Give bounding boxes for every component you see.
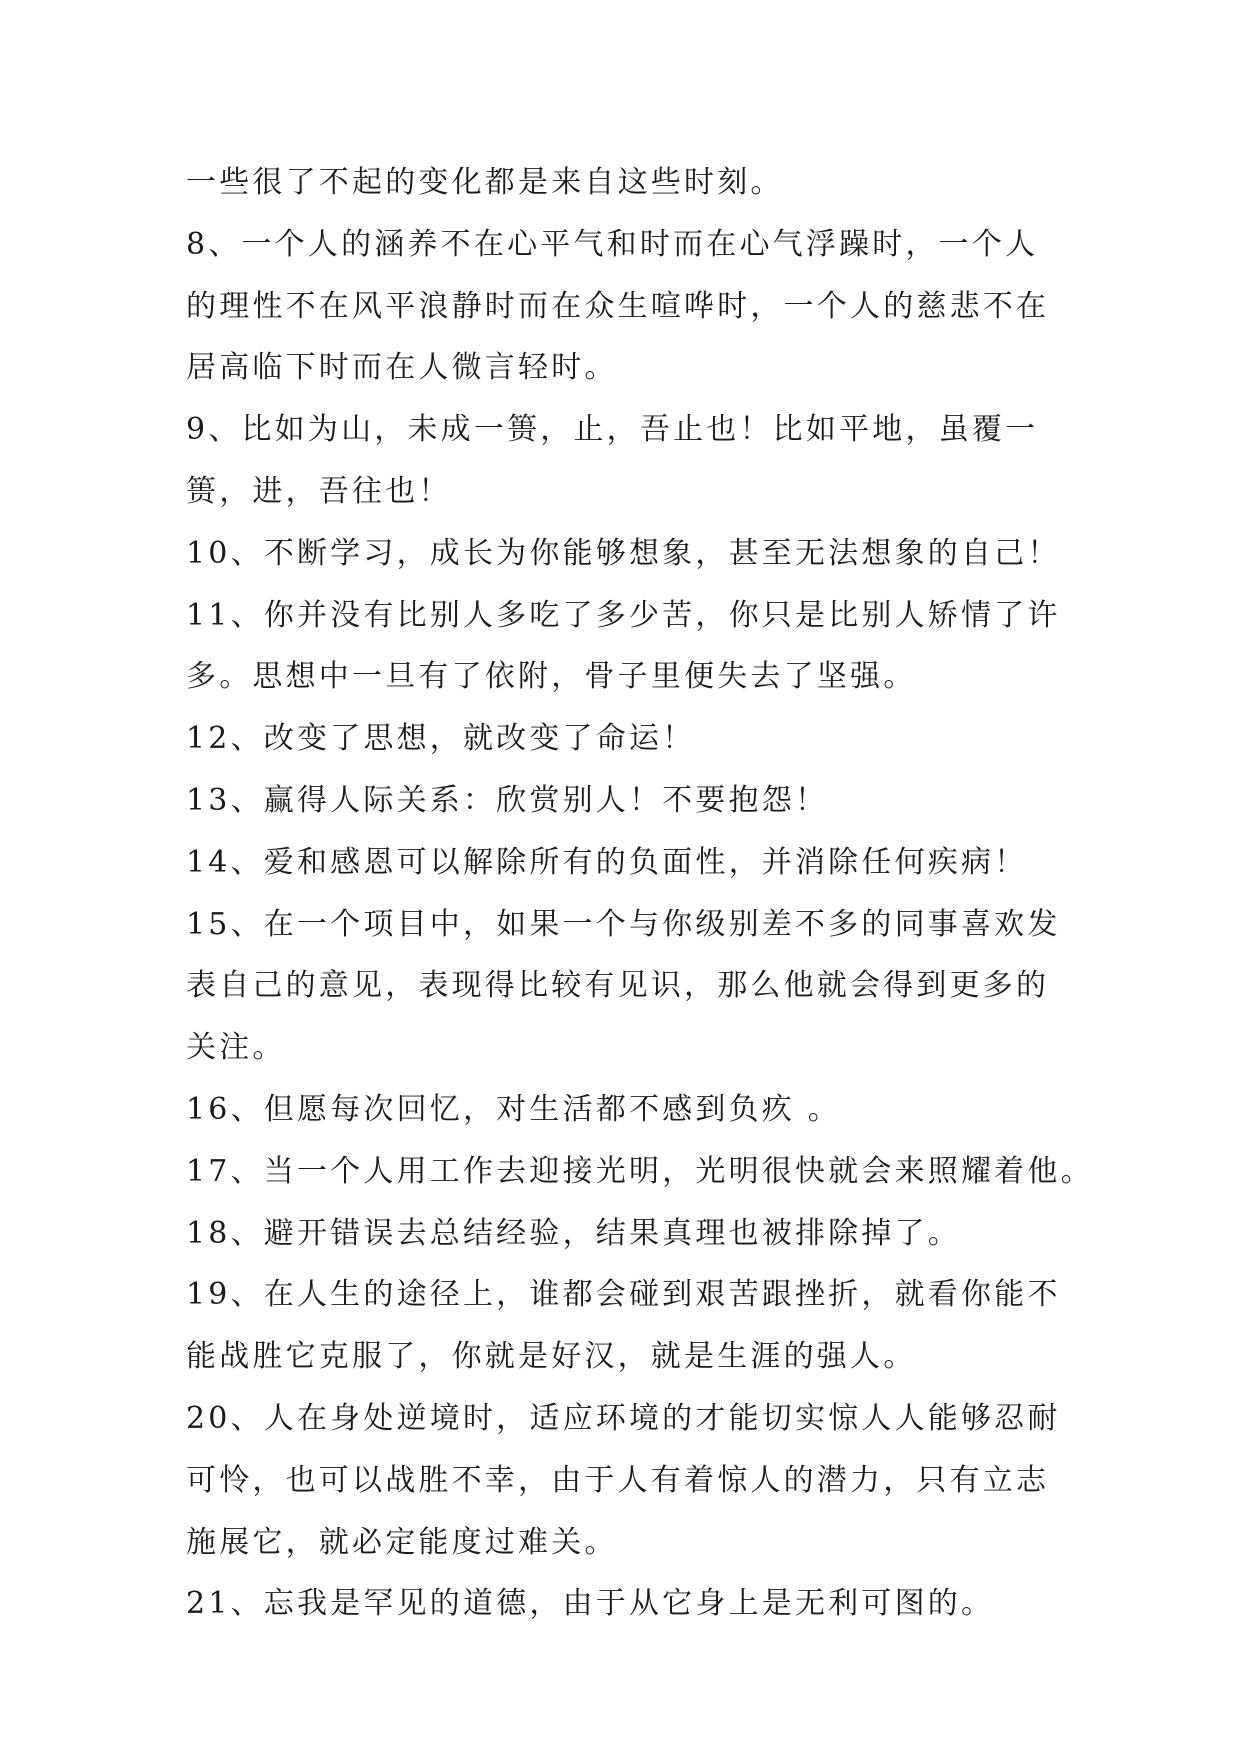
text-line: 15、在一个项目中，如果一个与你级别差不多的同事喜欢发 bbox=[186, 906, 1061, 942]
text-line: 9、比如为山，未成一篑，止，吾止也！比如平地，虽覆一 bbox=[186, 412, 1039, 448]
text-line: 14、爱和感恩可以解除所有的负面性，并消除任何疾病！ bbox=[186, 844, 1028, 880]
text-line: 18、避开错误去总结经验，结果真理也被排除掉了。 bbox=[186, 1215, 961, 1251]
text-line: 10、不断学习，成长为你能够想象，甚至无法想象的自己！ bbox=[186, 535, 1061, 571]
text-line: 居高临下时而在人微言轻时。 bbox=[186, 350, 618, 386]
text-line: 12、改变了思想，就改变了命运！ bbox=[186, 721, 696, 757]
text-line: 19、在人生的途径上，谁都会碰到艰苦跟挫折，就看你能不 bbox=[186, 1277, 1061, 1313]
text-line: 多。思想中一旦有了依附，骨子里便失去了坚强。 bbox=[186, 659, 917, 695]
text-line: 11、你并没有比别人多吃了多少苦，你只是比别人矫情了许 bbox=[186, 597, 1061, 633]
text-line: 21、忘我是罕见的道德，由于从它身上是无利可图的。 bbox=[186, 1586, 995, 1622]
text-line: 8、一个人的涵养不在心平气和时而在心气浮躁时，一个人 bbox=[186, 226, 1039, 262]
text-line: 17、当一个人用工作去迎接光明，光明很快就会来照耀着他。 bbox=[186, 1153, 1094, 1189]
document-body bbox=[186, 152, 1094, 1635]
text-line: 能战胜它克服了，你就是好汉，就是生涯的强人。 bbox=[186, 1339, 917, 1375]
text-line: 可怜，也可以战胜不幸，由于人有着惊人的潜力，只有立志 bbox=[186, 1462, 1050, 1498]
text-line: 的理性不在风平浪静时而在众生喧哗时，一个人的慈悲不在 bbox=[186, 288, 1050, 324]
text-line: 关注。 bbox=[186, 1030, 286, 1066]
text-line: 表自己的意见，表现得比较有见识，那么他就会得到更多的 bbox=[186, 968, 1050, 1004]
text-line: 16、但愿每次回忆，对生活都不感到负疚 。 bbox=[186, 1091, 841, 1127]
text-line: 一些很了不起的变化都是来自这些时刻。 bbox=[186, 165, 784, 200]
text-line: 篑，进，吾往也！ bbox=[186, 473, 452, 509]
text-line: 施展它，就必定能度过难关。 bbox=[186, 1524, 618, 1560]
text-line: 13、赢得人际关系：欣赏别人！不要抱怨！ bbox=[186, 782, 829, 818]
text-line: 20、人在身处逆境时，适应环境的才能切实惊人人能够忍耐 bbox=[186, 1400, 1061, 1436]
